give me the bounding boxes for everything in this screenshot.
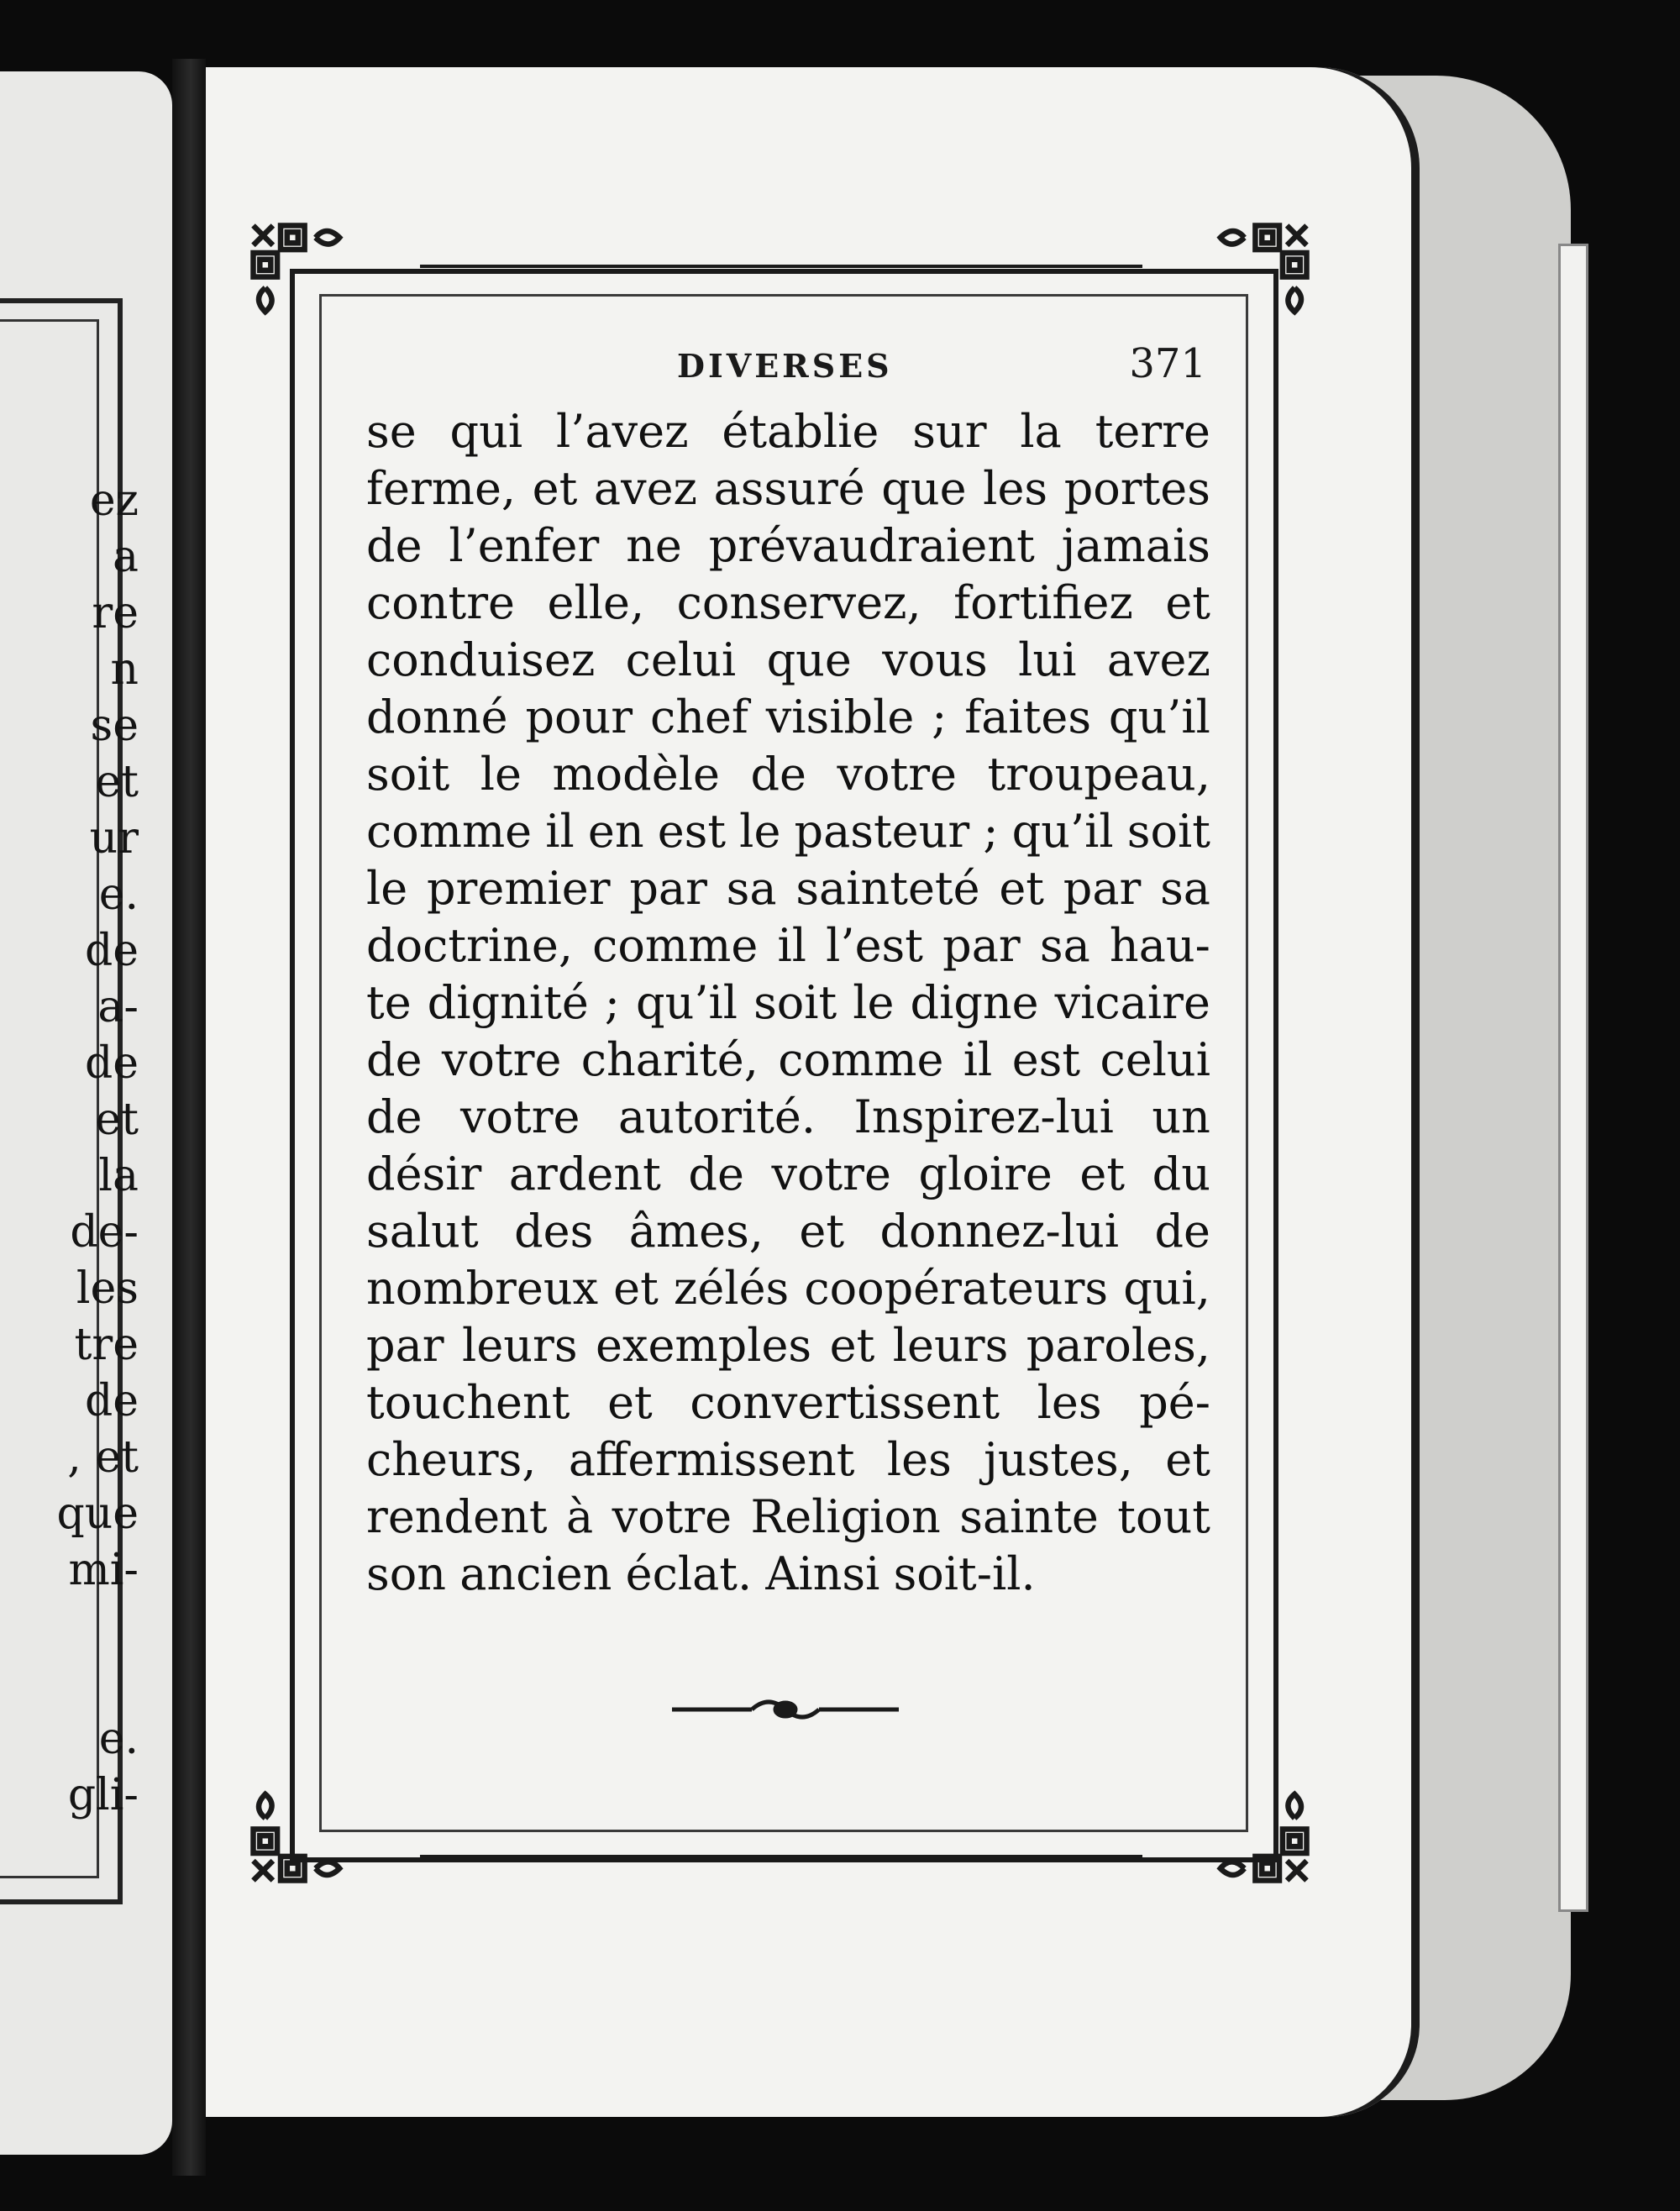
word: terre [1095, 405, 1210, 458]
word: le [480, 748, 522, 801]
word: assuré [713, 462, 865, 515]
word: sa [726, 862, 777, 915]
word: contre [366, 576, 516, 629]
word: qu’il [636, 976, 738, 1029]
left-page-inner-frame [0, 319, 99, 1878]
body-text [366, 403, 1210, 1603]
word: à [565, 1490, 594, 1543]
word: Ainsi [765, 1547, 880, 1600]
text-line [366, 403, 1210, 460]
text-line [366, 632, 1210, 689]
word: donnez-lui [879, 1205, 1120, 1258]
text-line [366, 1089, 1210, 1146]
word: ; [604, 976, 620, 1029]
word: ; [983, 805, 999, 858]
word: faites [964, 691, 1092, 743]
word: est [1011, 1033, 1081, 1086]
left-page-fragment: re [92, 588, 139, 638]
word: de [366, 519, 423, 572]
word: votre [837, 748, 957, 801]
word: qui [449, 405, 523, 458]
word: celui [1100, 1033, 1210, 1086]
corner-ornament-top-right-icon [1203, 220, 1312, 329]
word: comme [778, 1033, 944, 1086]
word: premier [426, 862, 611, 915]
word: donné [366, 691, 508, 743]
word: établie [722, 405, 879, 458]
text-line [366, 575, 1210, 632]
page-header [366, 332, 1206, 391]
book-gutter [172, 59, 206, 2176]
word: est [657, 805, 727, 858]
word: de [366, 1090, 423, 1143]
word: et [1079, 1148, 1126, 1200]
word: sur [912, 405, 987, 458]
word: du [1152, 1148, 1210, 1200]
text-line [366, 974, 1210, 1032]
word: pour [525, 691, 633, 743]
word: et [532, 462, 578, 515]
word: comme [366, 805, 533, 858]
word: et [1165, 1433, 1210, 1486]
word: ardent [508, 1148, 661, 1200]
corner-ornament-top-left-icon [248, 220, 357, 329]
word: avez [1106, 633, 1210, 686]
word: comme [592, 919, 759, 972]
left-page-fragment: ur [89, 813, 139, 864]
word: par [1063, 862, 1142, 915]
word: avez [593, 462, 697, 515]
word: digne [910, 976, 1039, 1029]
word: de [688, 1148, 744, 1200]
word: ne [626, 519, 682, 572]
word: ferme, [366, 462, 517, 515]
word: en [587, 805, 644, 858]
text-line [366, 1546, 1210, 1603]
text-line [366, 1032, 1210, 1089]
word: ancien [459, 1547, 612, 1600]
left-page-fragment: a- [97, 982, 139, 1032]
top-rule [420, 265, 1142, 268]
word: le [739, 805, 781, 858]
text-line [366, 860, 1210, 917]
word: fortifiez [953, 576, 1133, 629]
word: de [366, 1033, 423, 1086]
word: soit [366, 748, 450, 801]
word: portes [1063, 462, 1210, 515]
word: l’est [826, 919, 923, 972]
word: l’enfer [449, 519, 600, 572]
word: votre [771, 1148, 891, 1200]
word: touchent [366, 1376, 570, 1429]
word: convertissent [690, 1376, 1000, 1429]
left-page-fragment: de- [70, 1207, 139, 1258]
word: soit [1126, 805, 1210, 858]
text-line [366, 1317, 1210, 1374]
word: charité, [580, 1033, 759, 1086]
left-page-fragment: e. [98, 869, 139, 920]
word: des [514, 1205, 594, 1258]
word: sainteté [795, 862, 980, 915]
word: conduisez [366, 633, 596, 686]
word: le [366, 862, 408, 915]
word: pé- [1139, 1376, 1210, 1429]
word: se [366, 405, 417, 458]
word: gloire [918, 1148, 1053, 1200]
word: leurs [462, 1319, 578, 1372]
word: dignité [427, 976, 589, 1029]
word: la [1020, 405, 1062, 458]
word: sa [1160, 862, 1210, 915]
word: justes, [984, 1433, 1133, 1486]
word: exemples [596, 1319, 812, 1372]
word: un [1152, 1090, 1210, 1143]
word: cheurs, [366, 1433, 537, 1486]
word: votre [459, 1090, 580, 1143]
left-page-fragment: e. [98, 1714, 139, 1764]
word: et [607, 1376, 653, 1429]
text-line [366, 1374, 1210, 1431]
word: salut [366, 1205, 479, 1258]
word: lui [1018, 633, 1077, 686]
word: Inspirez-lui [853, 1090, 1114, 1143]
corner-ornament-bottom-left-icon [248, 1777, 357, 1886]
word: et [799, 1205, 845, 1258]
word: affermissent [568, 1433, 855, 1486]
word: vous [882, 633, 988, 686]
word: et [1165, 576, 1210, 629]
word: âmes, [628, 1205, 764, 1258]
word: leurs [892, 1319, 1009, 1372]
word: doctrine, [366, 919, 574, 972]
word: troupeau, [987, 748, 1210, 801]
word: sainte [959, 1490, 1099, 1543]
word: soit-il. [893, 1547, 1036, 1600]
word: il [777, 919, 806, 972]
word: zélés [673, 1262, 790, 1315]
word: son [366, 1547, 447, 1600]
left-page-fragment: et [95, 1095, 139, 1145]
text-line [366, 1260, 1210, 1317]
word: il [545, 805, 575, 858]
text-line [366, 917, 1210, 974]
word: sa [1039, 919, 1090, 972]
left-page-fragment: de [84, 926, 139, 976]
left-page-fragment: les [76, 1263, 139, 1314]
text-line [366, 803, 1210, 860]
bottom-rule [420, 1855, 1142, 1858]
word: les [886, 1433, 952, 1486]
left-page [0, 71, 172, 2155]
word: visible [765, 691, 915, 743]
word: le [853, 976, 895, 1029]
text-line [366, 1489, 1210, 1546]
left-page-fragment: que [56, 1489, 139, 1539]
word: prévaudraient [708, 519, 1035, 572]
word: de [1154, 1205, 1210, 1258]
left-page-fragment: , et [67, 1432, 139, 1483]
left-page-fragment: de [84, 1376, 139, 1426]
left-page-fragment: mi- [68, 1545, 139, 1595]
word: tout [1117, 1490, 1210, 1543]
word: l’avez [556, 405, 689, 458]
running-head: DIVERSES [677, 347, 893, 385]
word: et [613, 1262, 659, 1315]
text-line [366, 460, 1210, 517]
text-line [366, 746, 1210, 803]
word: que [881, 462, 967, 515]
text-line [366, 517, 1210, 575]
page-number: 371 [1129, 340, 1206, 387]
left-page-fragment: a [112, 532, 139, 582]
word: les [983, 462, 1048, 515]
word: désir [366, 1148, 482, 1200]
word: soit [753, 976, 837, 1029]
tailpiece-ornament-icon [672, 1693, 899, 1726]
word: votre [612, 1490, 732, 1543]
word: hau- [1109, 919, 1210, 972]
word: que [766, 633, 852, 686]
word: ; [932, 691, 948, 743]
word: coopérateurs [804, 1262, 1109, 1315]
word: pasteur [794, 805, 970, 858]
word: Religion [750, 1490, 941, 1543]
left-page-fragment: la [98, 1151, 139, 1201]
word: autorité. [617, 1090, 816, 1143]
word: rendent [366, 1490, 548, 1543]
word: vicaire [1054, 976, 1210, 1029]
word: de [750, 748, 806, 801]
left-page-fragment: ez [89, 475, 139, 526]
left-page-fragment: de [84, 1038, 139, 1089]
word: jamais [1061, 519, 1210, 572]
word: et [999, 862, 1045, 915]
word: par [366, 1319, 444, 1372]
text-line [366, 689, 1210, 746]
word: nombreux [366, 1262, 599, 1315]
left-page-fragment: n [110, 644, 139, 695]
word: qu’il [1108, 691, 1210, 743]
text-line [366, 1203, 1210, 1260]
word: il [963, 1033, 993, 1086]
text-line [366, 1431, 1210, 1489]
word: chef [649, 691, 748, 743]
word: qui, [1123, 1262, 1210, 1315]
left-page-fragment: et [95, 757, 139, 807]
word: et [829, 1319, 875, 1372]
word: les [1037, 1376, 1102, 1429]
word: elle, [547, 576, 645, 629]
corner-ornament-bottom-right-icon [1203, 1777, 1312, 1886]
text-line [366, 1146, 1210, 1203]
word: modèle [552, 748, 720, 801]
word: paroles, [1026, 1319, 1210, 1372]
left-page-fragment: tre [74, 1320, 139, 1370]
word: par [942, 919, 1021, 972]
word: conservez, [676, 576, 921, 629]
word: éclat. [625, 1547, 753, 1600]
word: te [366, 976, 412, 1029]
word: celui [625, 633, 737, 686]
page-edge-strip [1558, 244, 1588, 1912]
left-page-fragment: se [90, 701, 139, 751]
word: votre [441, 1033, 562, 1086]
left-page-fragment: gli- [67, 1770, 139, 1820]
word: qu’il [1011, 805, 1114, 858]
word: par [629, 862, 707, 915]
